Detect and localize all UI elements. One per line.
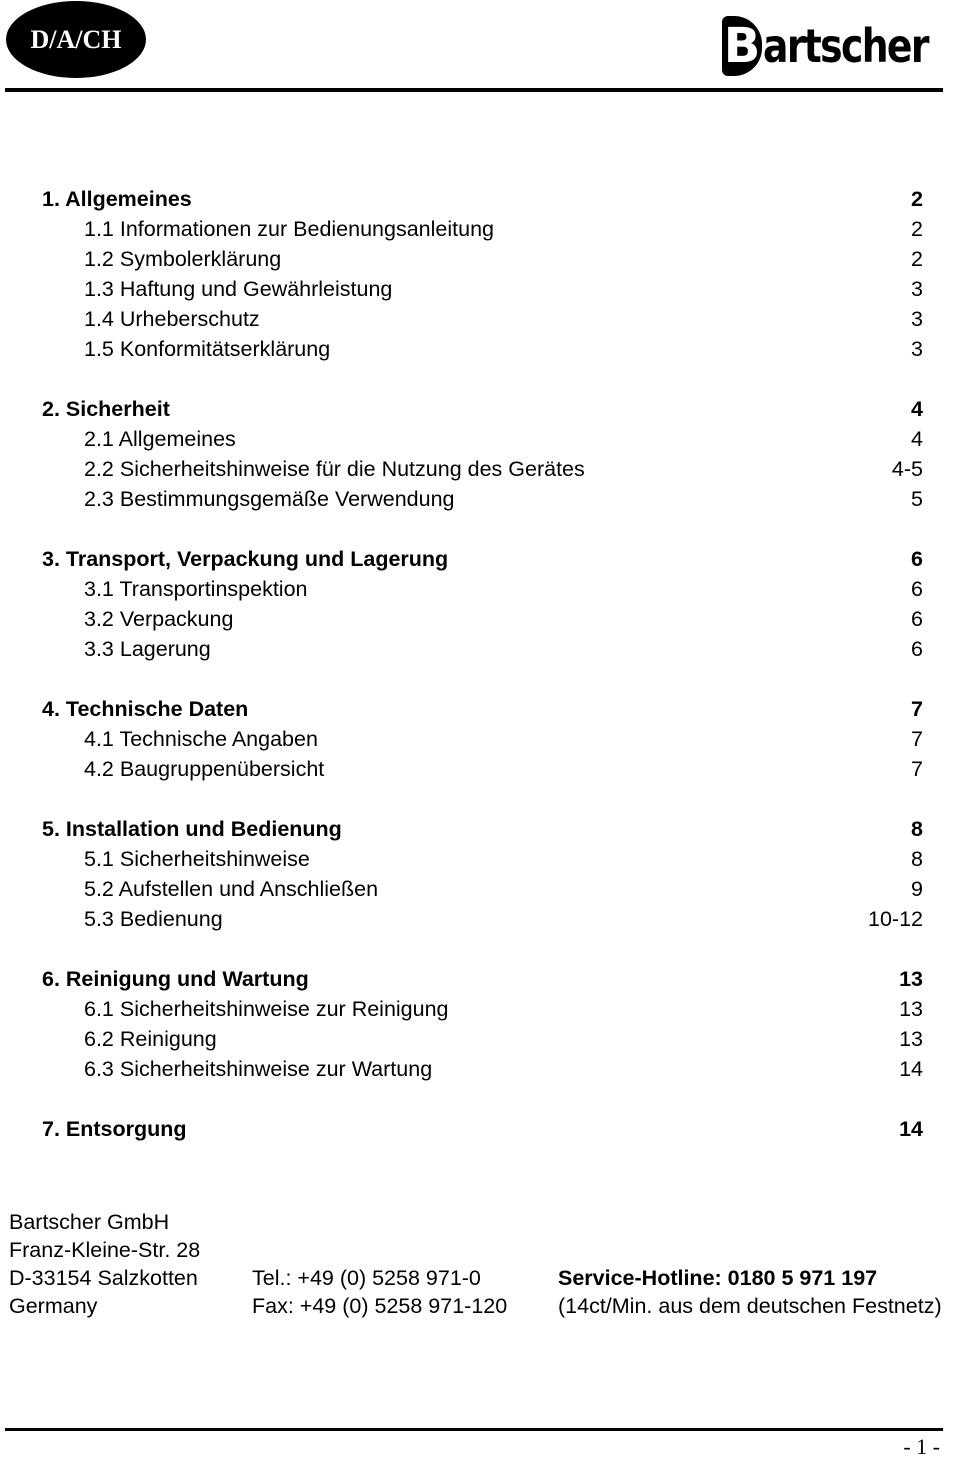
toc-subsection — [42, 874, 923, 904]
toc-page-number: 6 — [911, 607, 923, 631]
toc-label: 1.5 Konformitätserklärung — [84, 337, 331, 361]
toc-label: 6.2 Reinigung — [84, 1027, 217, 1051]
toc-label: 7. Entsorgung — [42, 1117, 187, 1141]
toc-label: 5.1 Sicherheitshinweise — [84, 847, 310, 871]
toc-page-number: 10-12 — [868, 907, 923, 931]
company-street: Franz-Kleine-Str. 28 — [9, 1238, 201, 1262]
toc-subsection — [42, 754, 923, 784]
toc-section — [42, 544, 923, 574]
toc-label: 1.1 Informationen zur Bedienungsanleitung — [84, 217, 494, 241]
toc-label: 1.2 Symbolerklärung — [84, 247, 282, 271]
toc-label: 5. Installation und Bedienung — [42, 817, 342, 841]
toc-page-number: 14 — [899, 1117, 923, 1141]
toc-label: 6.1 Sicherheitshinweise zur Reinigung — [84, 997, 449, 1021]
toc-page-number: 7 — [911, 727, 923, 751]
bartscher-logo — [722, 14, 960, 78]
toc-page-number: 6 — [911, 547, 923, 571]
region-badge: D/A/CH — [6, 1, 146, 78]
company-city: D-33154 Salzkotten — [9, 1266, 198, 1290]
toc-page-number: 4-5 — [891, 457, 923, 481]
toc-label: 3.3 Lagerung — [84, 637, 211, 661]
company-country: Germany — [9, 1294, 98, 1318]
toc-subsection — [42, 844, 923, 874]
toc-section — [42, 184, 923, 214]
address-row — [9, 1236, 959, 1264]
toc-page-number: 6 — [911, 637, 923, 661]
toc-section — [42, 1114, 923, 1144]
toc-label: 3.2 Verpackung — [84, 607, 234, 631]
company-address — [9, 1208, 959, 1320]
service-hotline: Service-Hotline: 0180 5 971 197 — [558, 1266, 878, 1290]
toc-label: 5.2 Aufstellen und Anschließen — [84, 877, 379, 901]
toc-page-number: 9 — [911, 877, 923, 901]
toc-label: 1. Allgemeines — [42, 187, 192, 211]
toc-label: 6. Reinigung und Wartung — [42, 967, 309, 991]
toc-page-number: 2 — [911, 217, 923, 241]
toc-page-number: 14 — [899, 1057, 923, 1081]
company-fax: Fax: +49 (0) 5258 971-120 — [252, 1294, 508, 1318]
toc-page-number: 2 — [911, 187, 923, 211]
toc-label: 1.4 Urheberschutz — [84, 307, 260, 331]
toc-subsection — [42, 424, 923, 454]
toc-label: 3. Transport, Verpackung und Lagerung — [42, 547, 449, 571]
toc-page-number: 8 — [911, 847, 923, 871]
toc-section — [42, 964, 923, 994]
toc-page-number: 7 — [911, 757, 923, 781]
toc-subsection — [42, 574, 923, 604]
toc-label: 2.1 Allgemeines — [84, 427, 236, 451]
toc-label: 4. Technische Daten — [42, 697, 249, 721]
address-row — [9, 1264, 959, 1292]
toc-page-number: 5 — [911, 487, 923, 511]
toc-subsection — [42, 1054, 923, 1084]
logo-mark: B — [723, 18, 761, 74]
toc-subsection — [42, 274, 923, 304]
toc-page-number: 13 — [899, 997, 923, 1021]
toc-page-number: 2 — [911, 247, 923, 271]
company-name: Bartscher GmbH — [9, 1210, 170, 1234]
logo-text: artscher — [763, 19, 928, 73]
toc-label: 2.3 Bestimmungsgemäße Verwendung — [84, 487, 455, 511]
toc-subsection — [42, 1024, 923, 1054]
toc-label: 2.2 Sicherheitshinweise für die Nutzung des Gerätes — [84, 457, 585, 481]
toc-section — [42, 694, 923, 724]
toc-label: 5.3 Bedienung — [84, 907, 223, 931]
toc-page-number: 8 — [911, 817, 923, 841]
toc-subsection — [42, 214, 923, 244]
toc-label: 4.2 Baugruppenübersicht — [84, 757, 325, 781]
toc-subsection — [42, 604, 923, 634]
header-divider — [5, 88, 943, 92]
address-row — [9, 1208, 959, 1236]
toc-page-number: 3 — [911, 337, 923, 361]
toc-section — [42, 814, 923, 844]
toc-page-number: 3 — [911, 307, 923, 331]
toc-subsection — [42, 334, 923, 364]
toc-subsection — [42, 304, 923, 334]
toc-page-number: 4 — [911, 397, 923, 421]
toc-subsection — [42, 484, 923, 514]
toc-subsection — [42, 634, 923, 664]
toc-subsection — [42, 994, 923, 1024]
hotline-note: (14ct/Min. aus dem deutschen Festnetz) — [558, 1294, 942, 1318]
toc-page-number: 4 — [911, 427, 923, 451]
page-number: - 1 - — [903, 1434, 940, 1459]
toc-label: 2. Sicherheit — [42, 397, 170, 421]
toc-label: 6.3 Sicherheitshinweise zur Wartung — [84, 1057, 433, 1081]
toc-page-number: 13 — [899, 1027, 923, 1051]
toc-subsection — [42, 724, 923, 754]
toc-section — [42, 394, 923, 424]
footer-divider — [5, 1428, 943, 1431]
toc-label: 3.1 Transportinspektion — [84, 577, 308, 601]
toc-page-number: 13 — [899, 967, 923, 991]
toc-subsection — [42, 904, 923, 934]
toc-page-number: 7 — [911, 697, 923, 721]
toc-label: 4.1 Technische Angaben — [84, 727, 318, 751]
toc-page-number: 3 — [911, 277, 923, 301]
toc-label: 1.3 Haftung und Gewährleistung — [84, 277, 393, 301]
toc-page-number: 6 — [911, 577, 923, 601]
table-of-contents — [42, 184, 923, 1144]
toc-subsection — [42, 454, 923, 484]
toc-subsection — [42, 244, 923, 274]
address-row — [9, 1292, 959, 1320]
company-phone: Tel.: +49 (0) 5258 971-0 — [252, 1266, 481, 1290]
